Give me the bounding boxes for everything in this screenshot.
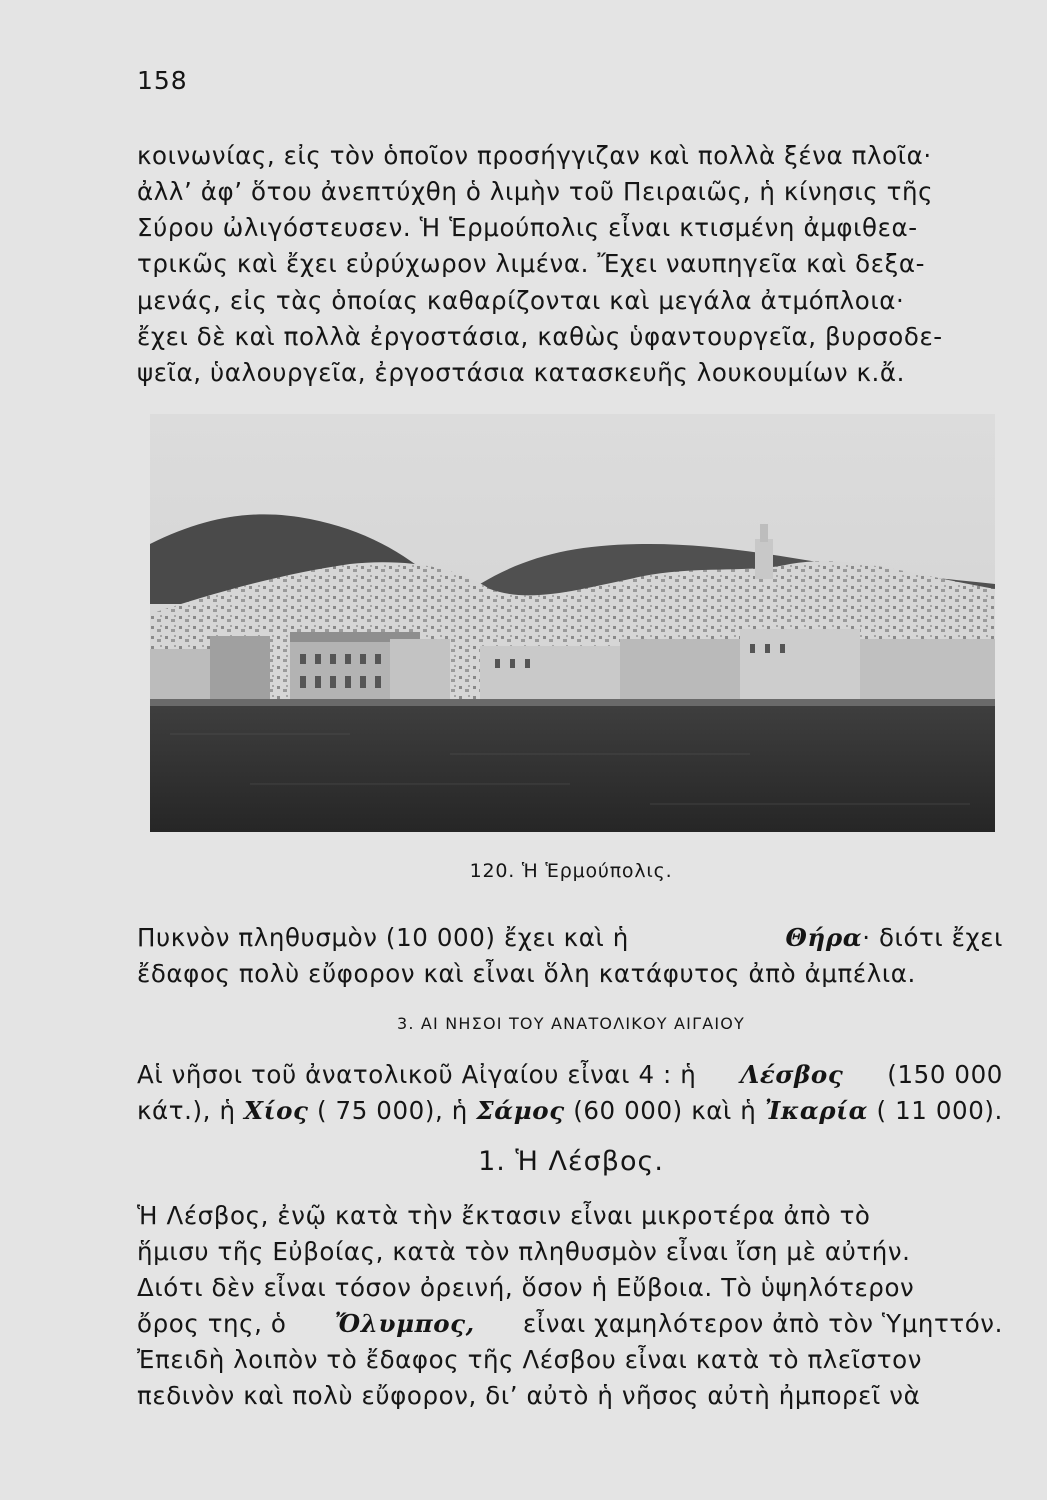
text-run: Αἱ νῆσοι τοῦ ἀνατολικοῦ Αἰγαίου εἶναι 4 : ἡ bbox=[137, 1060, 697, 1089]
place-name-thira: Θήρα bbox=[785, 923, 863, 952]
place-name-samos: Σάμος bbox=[476, 1096, 565, 1125]
text-line: πεδινὸν καὶ πολὺ εὔφορον, δι’ αὐτὸ ἡ νῆσος αὐτὴ ἠμπορεῖ νὰ bbox=[137, 1381, 921, 1410]
text-line: Διότι δὲν εἶναι τόσον ὀρεινή, ὅσον ἡ Εὔβοια. Τὸ ὑψηλότερον bbox=[137, 1273, 915, 1302]
text-run: κάτ.), ἡ bbox=[137, 1096, 236, 1125]
church bbox=[755, 539, 773, 579]
church-tower bbox=[760, 524, 768, 542]
text-line: Σύρου ὠλιγόστευσεν. Ἡ Ἑρμούπολις εἶναι κτισμένη ἀμφιθεα- bbox=[137, 213, 918, 242]
place-name-ikaria: Ἰκαρία bbox=[764, 1096, 869, 1125]
text-run: Πυκνὸν πληθυσμὸν (10 000) ἔχει καὶ ἡ bbox=[137, 923, 629, 952]
subsection-heading: 1. Ἡ Λέσβος. bbox=[478, 1146, 664, 1177]
figure-caption: 120. Ἡ Ἑρμούπολις. bbox=[469, 860, 673, 882]
text-line bbox=[137, 1057, 1003, 1093]
text-line: ψεῖα, ὑαλουργεῖα, ἐργοστάσια κατασκευῆς λουκουμίων κ.ἄ. bbox=[137, 358, 906, 387]
place-name-chios: Χίος bbox=[244, 1096, 309, 1125]
section-title: 3. ΑΙ ΝΗΣΟΙ ΤΟΥ ΑΝΑΤΟΛΙΚΟΥ ΑΙΓΑΙΟΥ bbox=[396, 1014, 746, 1033]
text-run: · διότι ἔχει bbox=[862, 923, 1003, 952]
text-line bbox=[137, 1093, 1003, 1129]
page-number: 158 bbox=[137, 66, 188, 95]
text-run: ( 11 000). bbox=[876, 1096, 1003, 1125]
text-line: ἔχει δὲ καὶ πολλὰ ἐργοστάσια, καθὼς ὑφαντουργεῖα, βυρσοδε- bbox=[137, 322, 943, 351]
hermoupolis-photo bbox=[150, 414, 995, 832]
sea bbox=[150, 706, 995, 832]
text-line: μενάς, εἰς τὰς ὁποίας καθαρίζονται καὶ μεγάλα ἀτμόπλοια· bbox=[137, 286, 905, 315]
text-line: ἀλλ’ ἀφ’ ὅτου ἀνεπτύχθη ὁ λιμὴν τοῦ Πειραιῶς, ἡ κίνησις τῆς bbox=[137, 177, 934, 206]
text-line: ἔδαφος πολὺ εὔφορον καὶ εἶναι ὅλη κατάφυτος ἀπὸ ἀμπέλια. bbox=[137, 959, 916, 988]
text-run: ( 75 000), ἡ bbox=[317, 1096, 468, 1125]
text-run: ὄρος της, ὁ bbox=[137, 1309, 287, 1338]
text-line: Ἐπειδὴ λοιπὸν τὸ ἔδαφος τῆς Λέσβου εἶναι κατὰ τὸ πλεῖστον bbox=[137, 1345, 922, 1374]
text-run: εἶναι χαμηλότερον ἀπὸ τὸν Ὑμηττόν. bbox=[523, 1309, 1003, 1338]
place-name-olympos: Ὄλυμπος, bbox=[334, 1309, 475, 1338]
place-name-lesvos: Λέσβος bbox=[740, 1060, 844, 1089]
text-line: κοινωνίας, εἰς τὸν ὁποῖον προσήγγιζαν καὶ πολλὰ ξένα πλοῖα· bbox=[137, 141, 932, 170]
text-line: τρικῶς καὶ ἔχει εὐρύχωρον λιμένα. Ἔχει ναυπηγεῖα καὶ δεξα- bbox=[137, 249, 926, 278]
text-line bbox=[137, 1306, 1003, 1342]
text-line bbox=[137, 920, 1003, 956]
quay bbox=[150, 699, 995, 707]
text-run: (150 000 bbox=[887, 1060, 1003, 1089]
text-line: ἥμισυ τῆς Εὐβοίας, κατὰ τὸν πληθυσμὸν εἶναι ἴση μὲ αὐτήν. bbox=[137, 1237, 911, 1266]
text-line: Ἡ Λέσβος, ἐνῷ κατὰ τὴν ἔκτασιν εἶναι μικροτέρα ἀπὸ τὸ bbox=[137, 1201, 871, 1230]
text-run: (60 000) καὶ ἡ bbox=[573, 1096, 757, 1125]
